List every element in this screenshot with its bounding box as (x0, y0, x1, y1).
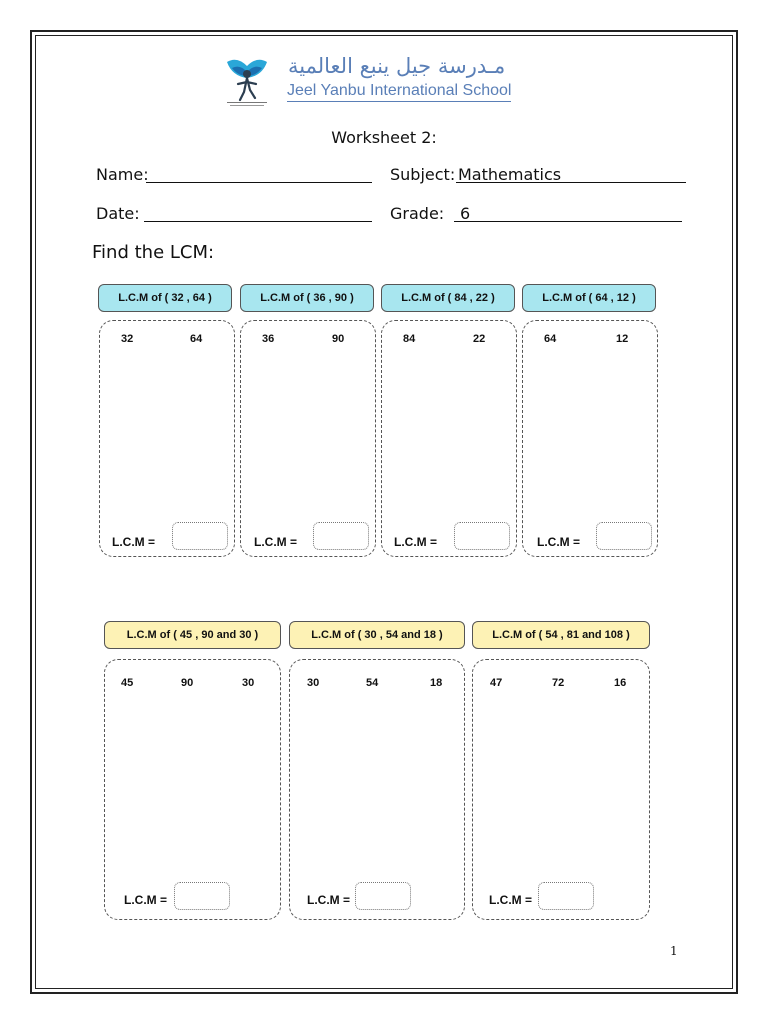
problem-4-answer-label: L.C.M = (537, 535, 581, 549)
problem-5-number-b: 90 (181, 677, 194, 689)
problem-5-answer-box[interactable] (174, 882, 230, 910)
problem-6-answer-label: L.C.M = (307, 893, 351, 907)
problem-7-number-c: 16 (614, 677, 627, 689)
school-logo-icon (222, 54, 272, 108)
problem-7-workspace[interactable] (472, 659, 650, 920)
worksheet-title: Worksheet 2: (331, 128, 437, 147)
problem-5-answer-label: L.C.M = (124, 893, 168, 907)
problem-1-answer-box[interactable] (172, 522, 228, 550)
grade-label: Grade: (390, 204, 445, 223)
problem-2-number-b: 90 (332, 333, 345, 345)
grade-value: 6 (460, 204, 471, 223)
problem-4-answer-box[interactable] (596, 522, 652, 550)
date-input-line[interactable] (144, 221, 372, 222)
subject-label: Subject: (390, 165, 456, 184)
problem-5-number-a: 45 (121, 677, 134, 689)
problem-4-number-a: 64 (544, 333, 557, 345)
problem-7-number-a: 47 (490, 677, 503, 689)
problem-6-number-c: 18 (430, 677, 443, 689)
problem-4-number-b: 12 (616, 333, 629, 345)
problem-3-title: L.C.M of ( 84 , 22 ) (381, 284, 515, 312)
problem-5-workspace[interactable] (104, 659, 281, 920)
problem-7-title: L.C.M of ( 54 , 81 and 108 ) (472, 621, 650, 649)
subject-value: Mathematics (458, 165, 562, 184)
name-input-line[interactable] (146, 182, 372, 183)
grade-input-line[interactable] (454, 221, 682, 222)
problem-7-answer-box[interactable] (538, 882, 594, 910)
problem-5-number-c: 30 (242, 677, 255, 689)
instruction: Find the LCM: (92, 242, 215, 263)
problem-3-answer-label: L.C.M = (394, 535, 438, 549)
problem-2-answer-box[interactable] (313, 522, 369, 550)
problem-6-answer-box[interactable] (355, 882, 411, 910)
school-name-english: Jeel Yanbu International School (287, 82, 511, 102)
problem-1-number-a: 32 (121, 333, 134, 345)
problem-6-workspace[interactable] (289, 659, 465, 920)
problem-7-number-b: 72 (552, 677, 565, 689)
problem-1-number-b: 64 (190, 333, 203, 345)
problem-6-number-a: 30 (307, 677, 320, 689)
problem-2-title: L.C.M of ( 36 , 90 ) (240, 284, 374, 312)
page-number: 1 (670, 944, 678, 958)
problem-6-number-b: 54 (366, 677, 379, 689)
problem-1-title: L.C.M of ( 32 , 64 ) (98, 284, 232, 312)
date-label: Date: (96, 204, 140, 223)
problem-3-number-a: 84 (403, 333, 416, 345)
problem-1-answer-label: L.C.M = (112, 535, 156, 549)
problem-7-answer-label: L.C.M = (489, 893, 533, 907)
subject-input-line[interactable] (456, 182, 686, 183)
problem-3-answer-box[interactable] (454, 522, 510, 550)
problem-6-title: L.C.M of ( 30 , 54 and 18 ) (289, 621, 465, 649)
problem-5-title: L.C.M of ( 45 , 90 and 30 ) (104, 621, 281, 649)
problem-3-number-b: 22 (473, 333, 486, 345)
problem-2-number-a: 36 (262, 333, 275, 345)
name-label: Name: (96, 165, 149, 184)
school-name-arabic: مـدرسة جيل ينبع العالمية (288, 54, 506, 78)
problem-2-answer-label: L.C.M = (254, 535, 298, 549)
problem-4-title: L.C.M of ( 64 , 12 ) (522, 284, 656, 312)
